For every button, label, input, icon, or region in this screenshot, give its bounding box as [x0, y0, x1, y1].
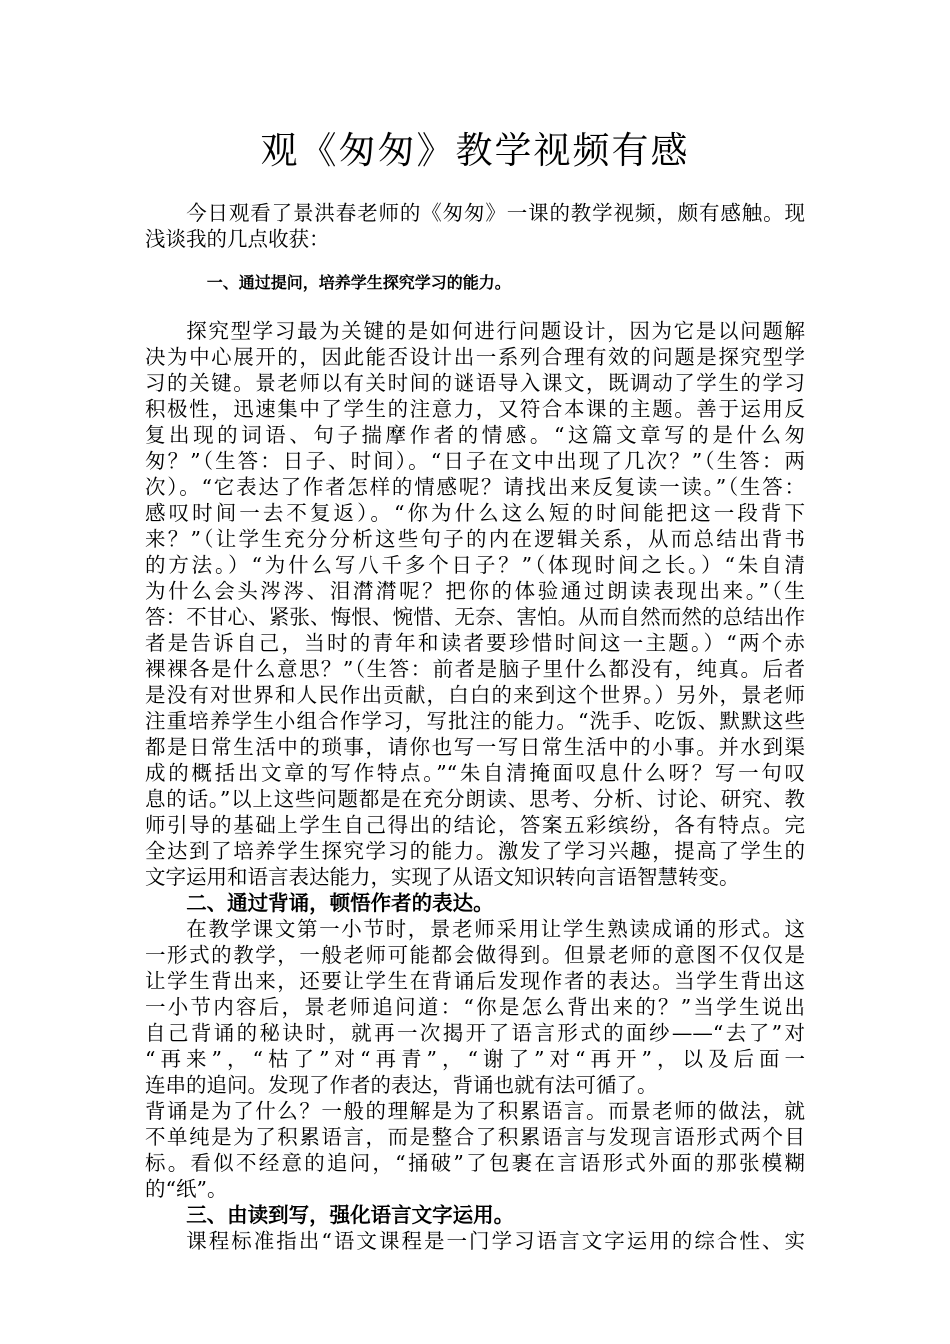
document-title: 观《匆匆》教学视频有感	[260, 129, 690, 172]
paragraph-line: 探究型学习最为关键的是如何进行问题设计，因为它是以问题解	[186, 319, 805, 343]
paragraph-line: 感叹时间一去不复返）。“你为什么这么短的时间能把这一段背下	[145, 501, 805, 525]
paragraph-line: 文字运用和语言表达能力，实现了从语文知识转向言语智慧转变。	[145, 865, 740, 889]
paragraph-line: 息的话。”以上这些问题都是在充分朗读、思考、分析、讨论、研究、教	[145, 787, 805, 811]
paragraph-line: 课程标准指出“语文课程是一门学习语言文字运用的综合性、实	[186, 1229, 805, 1253]
paragraph-line: 不单纯是为了积累语言，而是整合了积累语言与发现言语形式两个目	[145, 1125, 805, 1149]
paragraph-line: 全达到了培养学生探究学习的能力。激发了学习兴趣，提高了学生的	[145, 839, 805, 863]
paragraph-line: 标。看似不经意的追问，“捅破”了包裹在言语形式外面的那张模糊	[145, 1151, 805, 1175]
section-heading: 二、通过背诵，顿悟作者的表达。	[186, 891, 494, 915]
paragraph-line: 匆？”（生答：日子、时间）。“日子在文中出现了几次？”（生答：两	[145, 449, 805, 473]
paragraph-line: 答：不甘心、紧张、悔恨、惋惜、无奈、害怕。从而自然而然的总结出作	[145, 605, 805, 629]
paragraph-line: 复出现的词语、句子揣摩作者的情感。“这篇文章写的是什么匆	[145, 423, 805, 447]
paragraph-line: 次）。“它表达了作者怎样的情感呢？请找出来反复读一读。”（生答：	[145, 475, 805, 499]
paragraph-line: 背诵是为了什么？一般的理解是为了积累语言。而景老师的做法，就	[145, 1099, 805, 1123]
paragraph-line: 为什么会头涔涔、泪潸潸呢？把你的体验通过朗读表现出来。”（生	[145, 579, 805, 603]
paragraph-line: 师引导的基础上学生自己得出的结论，答案五彩缤纷，各有特点。完	[145, 813, 805, 837]
paragraph-line: 一形式的教学，一般老师可能都会做得到。但景老师的意图不仅仅是	[145, 943, 805, 967]
paragraph-line: 是没有对世界和人民作出贡献，白白的来到这个世界。）另外，景老师	[145, 683, 805, 707]
paragraph-line: 裸裸各是什么意思？”（生答：前者是脑子里什么都没有，纯真。后者	[145, 657, 805, 681]
paragraph-line: 都是日常生活中的琐事，请你也写一写日常生活中的小事。并水到渠	[145, 735, 805, 759]
paragraph-line: 者是告诉自己，当时的青年和读者要珍惜时间这一主题。）“两个赤	[145, 631, 805, 655]
section-heading: 三、由读到写，强化语言文字运用。	[186, 1203, 515, 1227]
paragraph-line: 的“纸”。	[145, 1177, 228, 1201]
paragraph-line: 成的概括出文章的写作特点。”“朱自清掩面叹息什么呀？写一句叹	[145, 761, 805, 785]
paragraph-line: 自己背诵的秘诀时，就再一次揭开了语言形式的面纱——“去了”对	[145, 1021, 805, 1045]
paragraph-line: 的方法。）“为什么写八千多个日子？”（体现时间之长。）“朱自清	[145, 553, 805, 577]
paragraph-line: 浅谈我的几点收获：	[145, 227, 330, 251]
paragraph-line: 积极性，迅速集中了学生的注意力，又符合本课的主题。善于运用反	[145, 397, 805, 421]
paragraph-line: 习的关键。景老师以有关时间的谜语导入课文，既调动了学生的学习	[145, 371, 805, 395]
paragraph-line: 一小节内容后，景老师追问道：“你是怎么背出来的？”当学生说出	[145, 995, 805, 1019]
paragraph-line: 注重培养学生小组合作学习，写批注的能力。“洗手、吃饭、默默这些	[145, 709, 805, 733]
paragraph-line: “再来”，“枯了”对“再青”，“谢了”对“再开”，以及后面一	[145, 1047, 805, 1071]
paragraph-line: 在教学课文第一小节时，景老师采用让学生熟读成诵的形式。这	[186, 917, 805, 941]
paragraph-line: 让学生背出来，还要让学生在背诵后发现作者的表达。当学生背出这	[145, 969, 805, 993]
section-heading: 一、通过提问，培养学生探究学习的能力。	[206, 273, 511, 292]
paragraph-line: 决为中心展开的，因此能否设计出一系列合理有效的问题是探究型学	[145, 345, 805, 369]
paragraph-line: 连串的追问。发现了作者的表达，背诵也就有法可循了。	[145, 1073, 658, 1097]
paragraph-line: 来？”（让学生充分分析这些句子的内在逻辑关系，从而总结出背书	[145, 527, 805, 551]
paragraph-line: 今日观看了景洪春老师的《匆匆》一课的教学视频，颇有感触。现	[186, 201, 805, 225]
